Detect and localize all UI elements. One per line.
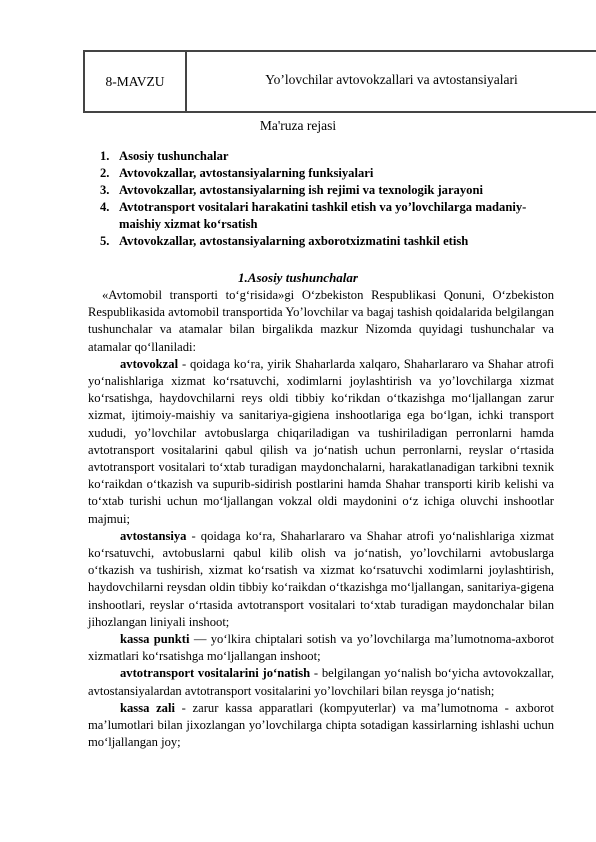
plan-item-number: 3. bbox=[100, 183, 110, 197]
plan-item-text: Avtovokzallar, avtostansiyalarning axborotxizmatini tashkil etish bbox=[119, 234, 469, 248]
topic-header bbox=[83, 50, 596, 113]
intro-paragraph: «Avtomobil transporti to‘g‘risida»gi O‘zbekiston Respublikasi Qonuni, O‘zbekiston Respublikasida avtomobil transportida Yo’lovchilar va bagaj tashish qoidalarida belgilangan tushunchalar va atamalar bilan birgalikda mazkur Nizomda quyidagi tushunchalar va atamalar qo‘llaniladi: bbox=[88, 288, 554, 354]
definition-paragraph bbox=[88, 528, 554, 631]
plan-item-number: 1. bbox=[100, 149, 110, 163]
plan-item-text: Avtotransport vositalari harakatini tashkil etish va yo’lovchilarga madaniy-maishiy xizmat ko‘rsatish bbox=[119, 200, 527, 231]
topic-title: Yo’lovchilar avtovokzallari va avtostansiyalari bbox=[265, 72, 518, 87]
lecture-plan-title: Ma'ruza rejasi bbox=[259, 118, 337, 133]
plan-item-text: Asosiy tushunchalar bbox=[119, 149, 229, 163]
plan-item-text: Avtovokzallar, avtostansiyalarning ish rejimi va texnologik jarayoni bbox=[119, 183, 483, 197]
plan-item bbox=[100, 233, 540, 250]
plan-item-number: 5. bbox=[100, 234, 110, 248]
definition-text: - qoidaga ko‘ra, yirik Shaharlarda xalqaro, Shaharlararo va Shahar atrofi yo‘nalishlariga xizmat ko‘rsatuvchi, xodimlarni joylashtirish va yo’lovchilarga xizmat ko‘rsatishga, haydovchilarni reys oldi tibbiy ko‘rikdan o‘tkazishga mo‘ljallangan zarur xizmat, ijtimoiy-maishiy va sanitariya-gigiena inshootlariga ega bo‘lgan, ichki transport xududi, yo’lovchilar avtobuslarga chiqariladigan va tushiriladigan perronlarni hamda avtotransport vositalarini qabul qilish va jo‘natish uchun perronlarni, reyslar o‘rtasida avtotransport vositalari to‘xtab turadigan maydonchalarni, harakatlanadigan tarkibni texnik ko‘raikdan o‘tkazish va supurib-sidirish postlarini hamda Shahar transporti kirib kelishi va to‘xtab turishi uchun mo‘ljallangan vokzal oldi maydonini o‘z ichiga oluvchi inshootlar majmui; bbox=[88, 356, 554, 526]
definition-paragraph bbox=[88, 665, 554, 699]
definition-text: - qoidaga ko‘ra, Shaharlararo va Shahar atrofi yo‘nalishlariga xizmat ko‘rsatuvchi, avtobuslarni qabul kilib olish va jo‘natish, yo’lovchilarni avtobuslarga o‘tkazish va tushirish, xizmat ko‘rsatish va xizmat ko‘rsatuvchi xodimlarni joylashtirish, haydovchilarni reysdan oldin tibbiy ko‘raikdan o‘tkazishga mo‘ljallangan, sanitariya-gigena inshootlari, reyslar o‘rtasida avtotransport vositalari to‘xtab turadigan maydonchalar bilan jihozlangan liniyali inshoot; bbox=[88, 528, 554, 629]
section-title: 1.Asosiy tushunchalar bbox=[238, 270, 358, 285]
definition-text: - zarur kassa apparatlari (kompyuterlar) va ma’lumotnoma - axborot ma’lumotlari bilan jixozlangan yo’lovchilarga chipta sotadigan kassirlarning ishlashi uchun mo‘ljallangan joy; bbox=[88, 700, 554, 750]
definition-term: avtovokzal bbox=[120, 356, 179, 371]
definition-text: - belgilangan yo‘nalish bo‘yicha avtovokzallar, avtostansiyalardan avtotransport vositalarini yo’lovchilari bilan reysga jo‘natish; bbox=[88, 666, 555, 698]
section-body bbox=[88, 287, 554, 751]
plan-item bbox=[100, 148, 540, 165]
plan-item bbox=[100, 165, 540, 182]
topic-number: 8-MAVZU bbox=[85, 52, 187, 111]
definition-term: avtostansiya bbox=[120, 528, 187, 543]
definition-paragraph bbox=[88, 700, 554, 752]
definition-term: kassa punkti bbox=[120, 632, 190, 647]
plan-item bbox=[100, 199, 540, 233]
plan-item-number: 2. bbox=[100, 166, 110, 180]
definition-paragraph bbox=[88, 356, 554, 528]
definition-term: avtotransport vositalarini jo‘natish bbox=[120, 666, 311, 681]
plan-item-number: 4. bbox=[100, 200, 110, 214]
lecture-plan-list bbox=[100, 148, 540, 250]
definition-term: kassa zali bbox=[120, 700, 175, 715]
definition-text: — yo‘lkira chiptalari sotish va yo’lovchilarga ma’lumotnoma-axborot xizmatlari ko‘rsatishga mo‘ljallangan inshoot; bbox=[88, 632, 554, 664]
plan-item-text: Avtovokzallar, avtostansiyalarning funksiyalari bbox=[119, 166, 374, 180]
plan-item bbox=[100, 182, 540, 199]
definition-paragraph bbox=[88, 631, 554, 665]
